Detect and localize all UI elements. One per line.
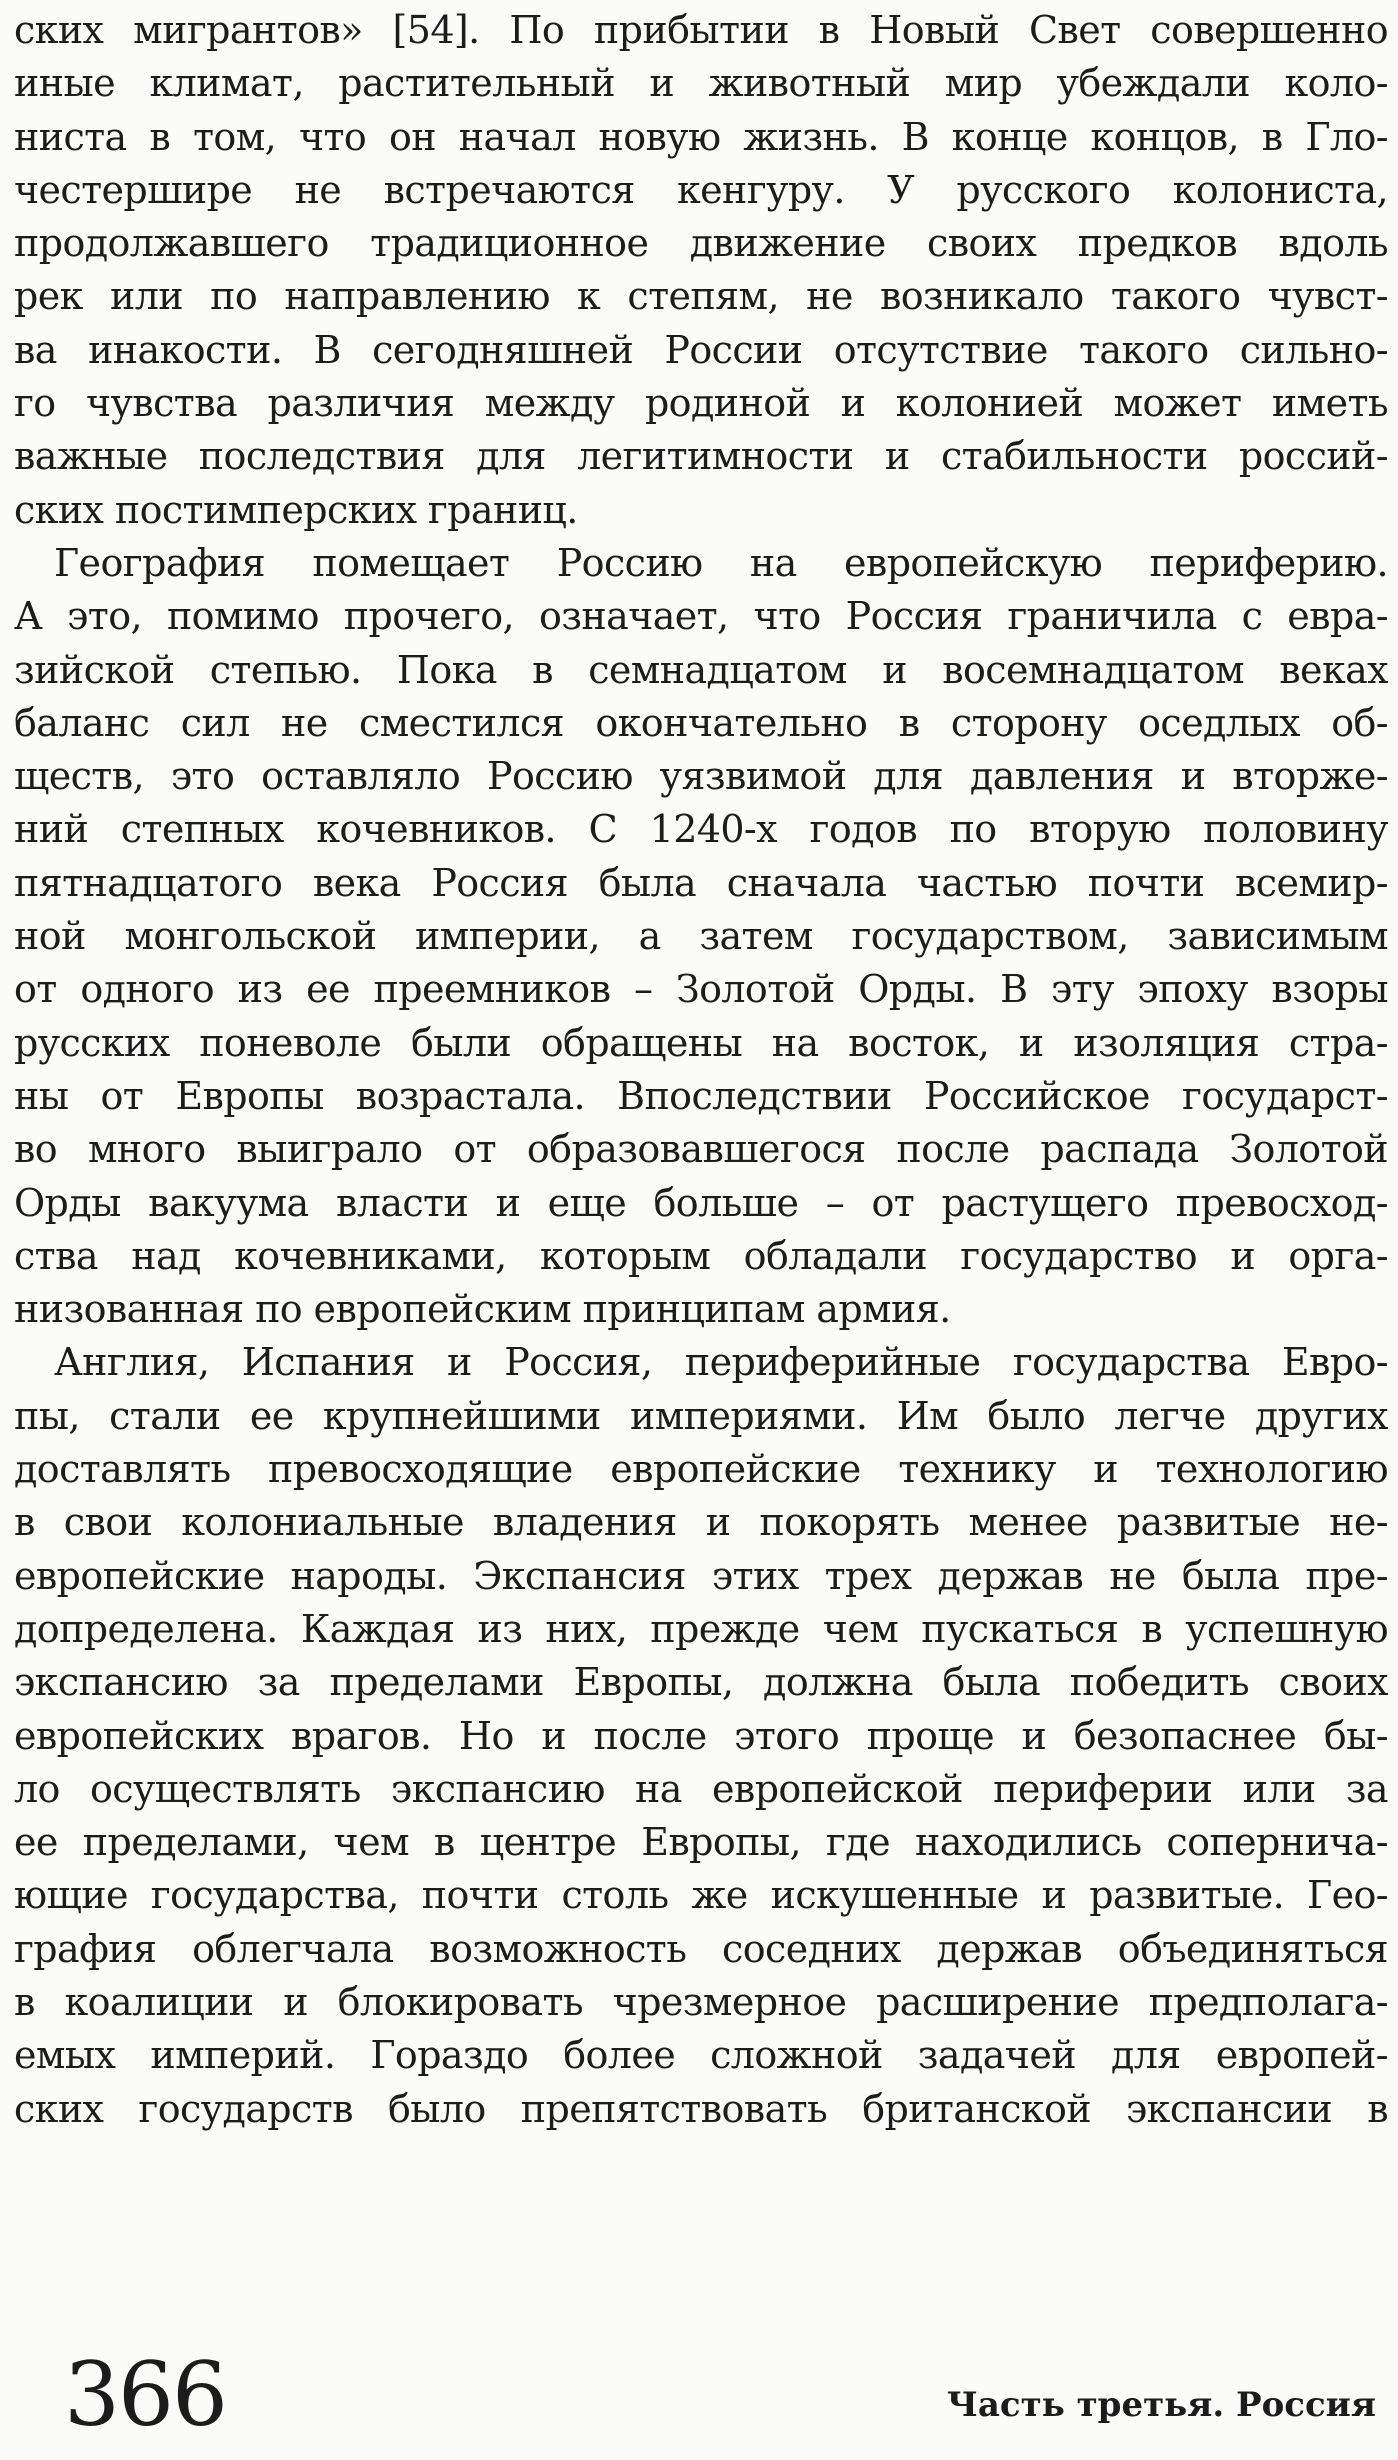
- text-line: ских мигрантов» [54]. По прибытии в Новый Свет совершенно: [14, 8, 1388, 52]
- text-line: ских постимперских границ.: [14, 487, 578, 532]
- text-line: русских поневоле были обращены на восток, и изоляция стра-: [14, 1020, 1388, 1065]
- text-line: европейских врагов. Но и после этого проще и безопаснее бы-: [14, 1713, 1388, 1758]
- page-number: 366: [64, 2343, 226, 2446]
- text-line: во много выиграло от образовавшегося после распада Золотой: [14, 1127, 1388, 1172]
- text-line: ства над кочевниками, которым обладали государство и орга-: [14, 1233, 1388, 1278]
- paragraph-first-line: География помещает Россию на европейскую периферию.: [54, 540, 1388, 585]
- text-line: пятнадцатого века Россия была сначала частью почти всемир-: [14, 860, 1388, 905]
- text-line: в коалиции и блокировать чрезмерное расширение предполага-: [14, 1979, 1388, 2024]
- text-line: ществ, это оставляло Россию уязвимой для давления и вторже-: [14, 754, 1388, 799]
- text-line: емых империй. Гораздо более сложной задачей для европей-: [14, 2033, 1388, 2078]
- body-text: [14, 4, 1388, 2136]
- text-line: графия облегчала возможность соседних держав объединяться: [14, 1926, 1388, 1971]
- text-line: зийской степью. Пока в семнадцатом и восемнадцатом веках: [14, 647, 1388, 692]
- text-line: ее пределами, чем в центре Европы, где находились сопернича-: [14, 1820, 1388, 1865]
- text-line: ва инакости. В сегодняшней России отсутствие такого сильно-: [14, 327, 1388, 372]
- text-line: пы, стали ее крупнейшими империями. Им было легче других: [14, 1393, 1388, 1438]
- text-line: в свои колониальные владения и покорять менее развитые не-: [14, 1500, 1388, 1545]
- text-line: А это, помимо прочего, означает, что Россия граничила с евра-: [14, 594, 1388, 639]
- text-line: иные климат, растительный и животный мир убеждали коло-: [14, 61, 1388, 106]
- text-line: экспансию за пределами Европы, должна была победить своих: [14, 1660, 1388, 1705]
- text-line: баланс сил не сместился окончательно в сторону оседлых об-: [14, 700, 1388, 745]
- text-line: ющие государства, почти столь же искушенные и развитые. Гео-: [14, 1873, 1388, 1918]
- page-footer: [0, 2340, 1398, 2450]
- text-line: от одного из ее преемников – Золотой Орды. В эту эпоху взоры: [14, 967, 1388, 1012]
- running-title: Часть третья. Россия: [946, 2385, 1376, 2425]
- text-line: ниста в том, что он начал новую жизнь. В конце концов, в Гло-: [14, 114, 1388, 159]
- text-line: ны от Европы возрастала. Впоследствии Российское государст-: [14, 1073, 1388, 1118]
- text-line: го чувства различия между родиной и колонией может иметь: [14, 381, 1388, 426]
- text-line: рек или по направлению к степям, не возникало такого чувст-: [14, 274, 1388, 319]
- text-line: допределена. Каждая из них, прежде чем пускаться в успешную: [14, 1606, 1388, 1651]
- text-line: важные последствия для легитимности и стабильности россий-: [14, 434, 1388, 479]
- text-line: ной монгольской империи, а затем государством, зависимым: [14, 914, 1388, 959]
- text-line: Орды вакуума власти и еще больше – от растущего превосход-: [14, 1180, 1388, 1225]
- text-line: доставлять превосходящие европейские технику и технологию: [14, 1447, 1388, 1492]
- text-line: продолжавшего традиционное движение своих предков вдоль: [14, 221, 1388, 266]
- text-line: ний степных кочевников. С 1240-х годов по вторую половину: [14, 807, 1388, 852]
- text-line: ло осуществлять экспансию на европейской периферии или за: [14, 1766, 1388, 1811]
- text-line: честершире не встречаются кенгуру. У русского колониста,: [14, 167, 1388, 212]
- paragraph-first-line: Англия, Испания и Россия, периферийные государства Евро-: [54, 1340, 1388, 1385]
- text-line: европейские народы. Экспансия этих трех держав не была пре-: [14, 1553, 1388, 1598]
- text-line: ских государств было препятствовать британской экспансии в: [14, 2086, 1388, 2131]
- text-line: низованная по европейским принципам армия.: [14, 1287, 951, 1332]
